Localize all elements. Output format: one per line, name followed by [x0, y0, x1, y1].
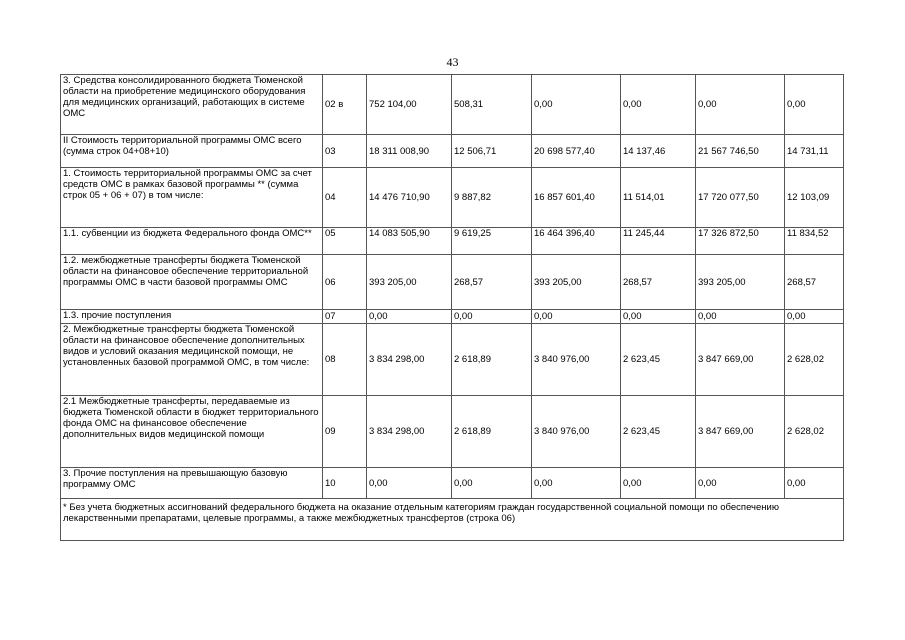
row-code-cell: 07: [323, 310, 367, 324]
value-cell: 0,00: [785, 468, 844, 499]
table-row: [61, 228, 844, 255]
value-cell: 0,00: [696, 310, 785, 324]
row-name-cell: 1.1. субвенции из бюджета Федерального фонда ОМС**: [61, 228, 323, 255]
row-name-cell: 3. Прочие поступления на превышающую базовую программу ОМС: [61, 468, 323, 499]
table-row: [61, 324, 844, 396]
value-cell: 0,00: [696, 468, 785, 499]
value-cell: 3 834 298,00: [367, 396, 452, 468]
row-name-cell: 1. Стоимость территориальной программы ОМС за счет средств ОМС в рамках базовой программы ** (сумма строк 05 + 06 + 07) в том числе:: [61, 168, 323, 228]
row-code-cell: 02 в: [323, 75, 367, 135]
row-code-cell: 05: [323, 228, 367, 255]
row-code-cell: 10: [323, 468, 367, 499]
value-cell: 12 103,09: [785, 168, 844, 228]
value-cell: 752 104,00: [367, 75, 452, 135]
row-name-cell: II Стоимость территориальной программы ОМС всего (сумма строк 04+08+10): [61, 135, 323, 168]
value-cell: 393 205,00: [367, 255, 452, 310]
value-cell: 9 887,82: [452, 168, 532, 228]
value-cell: 3 840 976,00: [532, 396, 621, 468]
row-code-cell: 09: [323, 396, 367, 468]
value-cell: 3 847 669,00: [696, 396, 785, 468]
table-row: [61, 396, 844, 468]
value-cell: 2 623,45: [621, 396, 696, 468]
value-cell: 268,57: [452, 255, 532, 310]
value-cell: 0,00: [621, 310, 696, 324]
value-cell: 2 628,02: [785, 324, 844, 396]
value-cell: 2 618,89: [452, 324, 532, 396]
row-name-cell: 2.1 Межбюджетные трансферты, передаваемые из бюджета Тюменской области в бюджет территориального фонда ОМС на финансовое обеспечение дополнительных видов медицинской помощи: [61, 396, 323, 468]
row-code-cell: 03: [323, 135, 367, 168]
value-cell: 14 731,11: [785, 135, 844, 168]
footnote-text: * Без учета бюджетных ассигнований федерального бюджета на оказание отдельным категориям граждан государственной социальной помощи по обеспечению лекарственными препаратами, целевые программы, а также межбюджетных трансфертов (строка 06): [61, 499, 844, 541]
row-code-cell: 08: [323, 324, 367, 396]
value-cell: 18 311 008,90: [367, 135, 452, 168]
value-cell: 0,00: [696, 75, 785, 135]
value-cell: 0,00: [367, 468, 452, 499]
table-row: [61, 135, 844, 168]
value-cell: 21 567 746,50: [696, 135, 785, 168]
value-cell: 393 205,00: [532, 255, 621, 310]
row-code-cell: 06: [323, 255, 367, 310]
value-cell: 3 847 669,00: [696, 324, 785, 396]
value-cell: 0,00: [532, 468, 621, 499]
value-cell: 12 506,71: [452, 135, 532, 168]
value-cell: 17 720 077,50: [696, 168, 785, 228]
page-number: 43: [446, 55, 459, 69]
row-name-cell: 2. Межбюджетные трансферты бюджета Тюменской области на финансовое обеспечение дополнительных видов и условий оказания медицинской помощи, не установленных базовой программой ОМС, в том числе:: [61, 324, 323, 396]
footnote-row: [61, 499, 844, 541]
value-cell: 268,57: [785, 255, 844, 310]
value-cell: 0,00: [532, 75, 621, 135]
value-cell: 20 698 577,40: [532, 135, 621, 168]
table-row: [61, 468, 844, 499]
value-cell: 0,00: [785, 310, 844, 324]
value-cell: 14 137,46: [621, 135, 696, 168]
value-cell: 0,00: [621, 75, 696, 135]
table-body: [61, 75, 844, 541]
value-cell: 508,31: [452, 75, 532, 135]
value-cell: 0,00: [367, 310, 452, 324]
value-cell: 14 476 710,90: [367, 168, 452, 228]
row-name-cell: 3. Средства консолидированного бюджета Тюменской области на приобретение медицинского оборудования для медицинских организаций, работающих в системе ОМС: [61, 75, 323, 135]
value-cell: 0,00: [452, 468, 532, 499]
row-name-cell: 1.2. межбюджетные трансферты бюджета Тюменской области на финансовое обеспечение территориальной программы ОМС в части базовой программы ОМС: [61, 255, 323, 310]
value-cell: 2 628,02: [785, 396, 844, 468]
value-cell: 16 857 601,40: [532, 168, 621, 228]
value-cell: 17 326 872,50: [696, 228, 785, 255]
row-code-cell: 04: [323, 168, 367, 228]
table-row: [61, 168, 844, 228]
value-cell: 3 840 976,00: [532, 324, 621, 396]
value-cell: 11 834,52: [785, 228, 844, 255]
value-cell: 0,00: [785, 75, 844, 135]
value-cell: 9 619,25: [452, 228, 532, 255]
value-cell: 393 205,00: [696, 255, 785, 310]
budget-table: [60, 74, 844, 541]
value-cell: 268,57: [621, 255, 696, 310]
table-row: [61, 75, 844, 135]
value-cell: 16 464 396,40: [532, 228, 621, 255]
value-cell: 0,00: [532, 310, 621, 324]
value-cell: 3 834 298,00: [367, 324, 452, 396]
value-cell: 2 618,89: [452, 396, 532, 468]
row-name-cell: 1.3. прочие поступления: [61, 310, 323, 324]
table-row: [61, 310, 844, 324]
value-cell: 11 514,01: [621, 168, 696, 228]
value-cell: 11 245,44: [621, 228, 696, 255]
value-cell: 2 623,45: [621, 324, 696, 396]
value-cell: 14 083 505,90: [367, 228, 452, 255]
value-cell: 0,00: [621, 468, 696, 499]
table-row: [61, 255, 844, 310]
value-cell: 0,00: [452, 310, 532, 324]
